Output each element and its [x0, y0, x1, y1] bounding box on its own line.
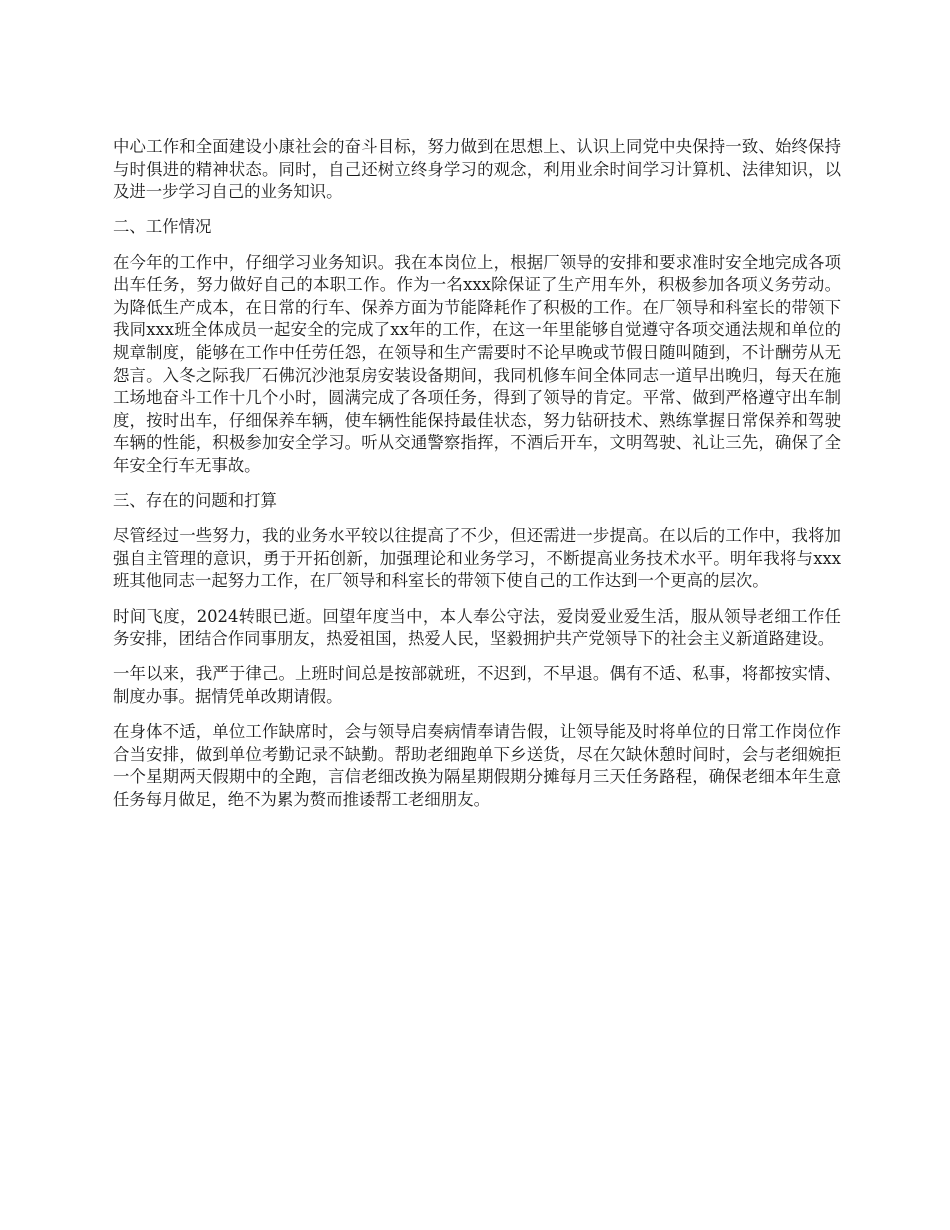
paragraph-work-situation: 在今年的工作中，仔细学习业务知识。我在本岗位上，根据厂领导的安排和要求准时安全地完成各项出车任务，努力做好自己的本职工作。作为一名xxx除保证了生产用车外，积极参加各项义务劳动。为降低生产成本，在日常的行车、保养方面为节能降耗作了积极的工作。在厂领导和科室长的带领下我同xxx班全体成员一起安全的完成了xx年的工作，在这一年里能够自觉遵守各项交通法规和单位的规章制度，能够在工作中任劳任怨，在领导和生产需要时不论早晚或节假日随叫随到，不计酬劳从无怨言。入冬之际我厂石佛沉沙池泵房安装设备期间，我同机修车间全体同志一道早出晚归，每天在施工场地奋斗工作十几个小时，圆满完成了各项任务，得到了领导的肯定。平常、做到严格遵守出车制度，按时出车，仔细保养车辆，使车辆性能保持最佳状态，努力钻研技术、熟练掌握日常保养和驾驶车辆的性能，积极参加安全学习。听从交通警察指挥，不酒后开车，文明驾驶、礼让三先，确保了全年安全行车无事故。	[113, 252, 841, 475]
document-page	[113, 136, 841, 824]
paragraph-intro-continued: 中心工作和全面建设小康社会的奋斗目标，努力做到在思想上、认识上同党中央保持一致、始终保持与时俱进的精神状态。同时，自己还树立终身学习的观念，利用业余时间学习计算机、法律知识，以及进一步学习自己的业务知识。	[113, 137, 841, 202]
paragraph-problems-plans: 尽管经过一些努力，我的业务水平较以往提高了不少，但还需进一步提高。在以后的工作中，我将加强自主管理的意识，勇于开拓创新，加强理论和业务学习，不断提高业务技术水平。明年我将与xxx班其他同志一起努力工作，在厂领导和科室长的带领下使自己的工作达到一个更高的层次。	[113, 526, 841, 591]
paragraph-year-review: 时间飞度，2024转眼已逝。回望年度当中，本人奉公守法，爱岗爱业爱生活，服从领导老细工作任务安排，团结合作同事朋友，热爱祖国，热爱人民，坚毅拥护共产党领导下的社会主义新道路建设。	[113, 606, 841, 649]
section-heading-problems-plans: 三、存在的问题和打算	[113, 491, 277, 511]
paragraph-leave-and-help: 在身体不适，单位工作缺席时，会与领导启奏病情奉请告假，让领导能及时将单位的日常工作岗位作合当安排，做到单位考勤记录不缺勤。帮助老细跑单下乡送货，尽在欠缺休憩时间时，会与老细婉拒一个星期两天假期中的全跑，言信老细改换为隔星期假期分摊每月三天任务路程，确保老细本年生意任务每月做足，绝不为累为赘而推诿帮工老细朋友。	[113, 722, 841, 809]
paragraph-discipline: 一年以来，我严于律己。上班时间总是按部就班，不迟到，不早退。偶有不适、私事，将都按实情、制度办事。据情凭单改期请假。	[113, 664, 841, 707]
section-heading-work-situation: 二、工作情况	[113, 217, 212, 237]
